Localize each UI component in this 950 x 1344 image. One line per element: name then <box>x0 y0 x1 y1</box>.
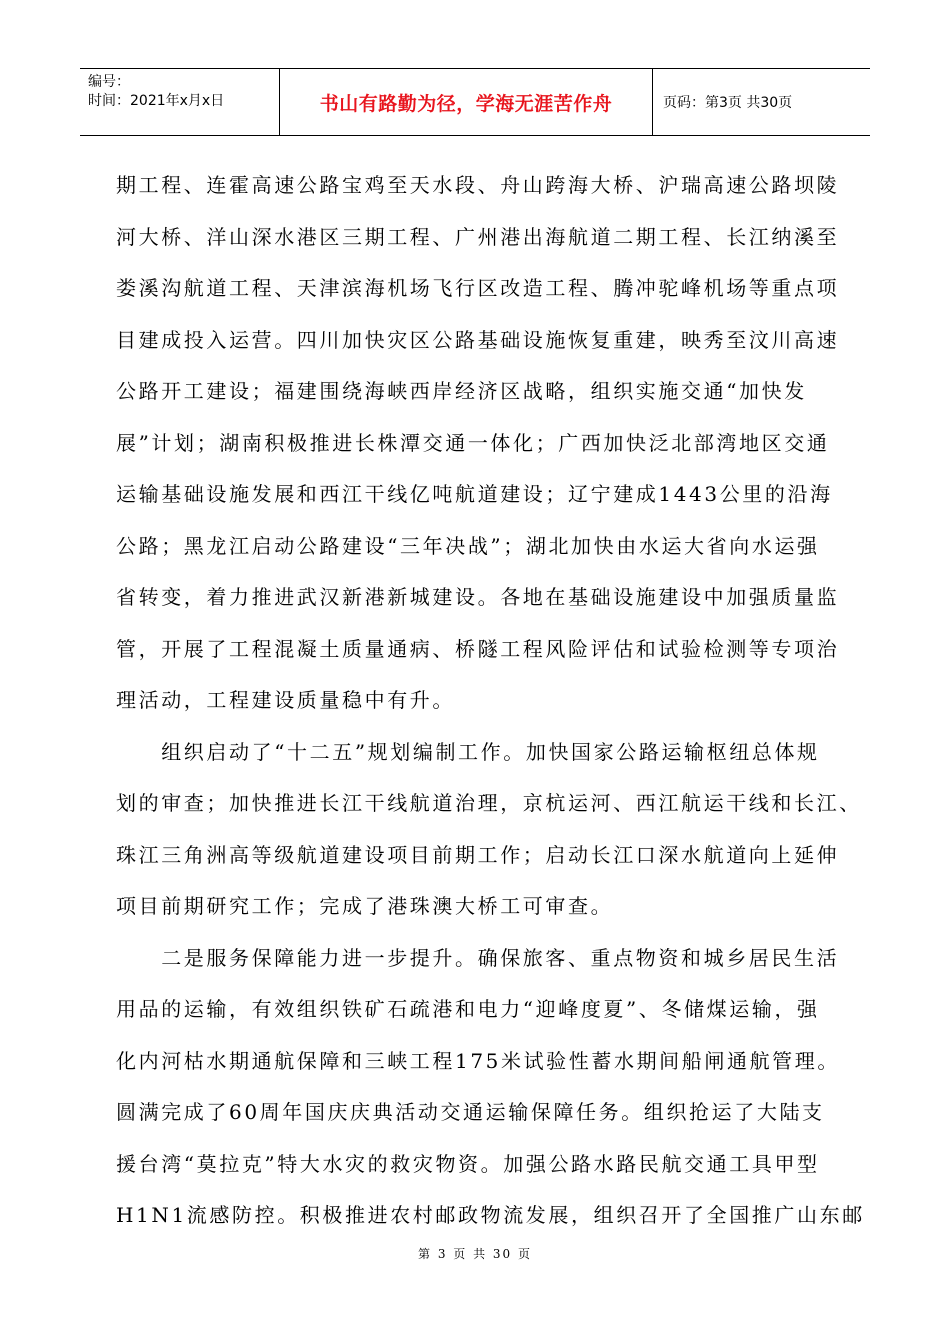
document-number-label: 编号： <box>88 74 130 90</box>
body-line: 公路；黑龙江启动公路建设“三年决战”；湖北加快由水运大省向水运强 <box>116 533 820 558</box>
body-line: 圆满完成了60周年国庆庆典活动交通运输保障任务。组织抢运了大陆支 <box>116 1100 825 1124</box>
body-line: 援台湾“莫拉克”特大水灾的救灾物资。加强公路水路民航交通工具甲型 <box>116 1151 820 1176</box>
body-line: 用品的运输，有效组织铁矿石疏港和电力“迎峰度夏”、冬储煤运输，强 <box>116 997 820 1021</box>
header-meta <box>80 69 280 135</box>
document-date-label: 时间：2021年x月x日 <box>88 93 225 109</box>
body-line: 公路开工建设；福建围绕海峡西岸经济区战略，组织实施交通“加快发 <box>116 379 807 403</box>
header-motto: 书山有路勤为径，学海无涯苦作舟 <box>280 69 653 135</box>
body-line: 化内河枯水期通航保障和三峡工程175米试验性蓄水期间船闸通航管理。 <box>116 1048 840 1073</box>
body-line: 河大桥、洋山深水港区三期工程、广州港出海航道二期工程、长江纳溪至 <box>116 224 840 249</box>
body-line: 二是服务保障能力进一步提升。确保旅客、重点物资和城乡居民生活 <box>116 945 840 970</box>
body-line: 目建成投入运营。四川加快灾区公路基础设施恢复重建，映秀至汶川高速 <box>116 327 840 352</box>
body-line: 运输基础设施发展和西江干线亿吨航道建设；辽宁建成1443公里的沿海 <box>116 482 833 506</box>
body-line: 展”计划；湖南积极推进长株潭交通一体化；广西加快泛北部湾地区交通 <box>116 430 830 455</box>
body-line: 理活动，工程建设质量稳中有升。 <box>116 688 455 712</box>
body-line: 管，开展了工程混凝土质量通病、桥隧工程风险评估和试验检测等专项治 <box>116 636 840 661</box>
body-line: 省转变，着力推进武汉新港新城建设。各地在基础设施建设中加强质量监 <box>116 585 840 609</box>
body-line: 组织启动了“十二五”规划编制工作。加快国家公路运输枢纽总体规 <box>116 739 820 764</box>
header-page-number: 页码：第3页 共30页 <box>663 95 793 111</box>
body-line: 娄溪沟航道工程、天津滨海机场飞行区改造工程、腾冲驼峰机场等重点项 <box>116 276 840 300</box>
document-body <box>116 160 865 1242</box>
body-line: 期工程、连霍高速公路宝鸡至天水段、舟山跨海大桥、沪瑞高速公路坝陵 <box>116 173 840 197</box>
body-line: 珠江三角洲高等级航道建设项目前期工作；启动长江口深水航道向上延伸 <box>116 842 840 867</box>
body-line: 项目前期研究工作；完成了港珠澳大桥工可审查。 <box>116 894 614 918</box>
body-line: 划的审查；加快推进长江干线航道治理，京杭运河、西江航运干线和长江、 <box>116 791 862 815</box>
page-footer: 第 3 页 共 30 页 <box>418 1247 532 1261</box>
body-line: H1N1流感防控。积极推进农村邮政物流发展，组织召开了全国推广山东邮 <box>116 1203 865 1227</box>
page-header <box>80 68 870 136</box>
